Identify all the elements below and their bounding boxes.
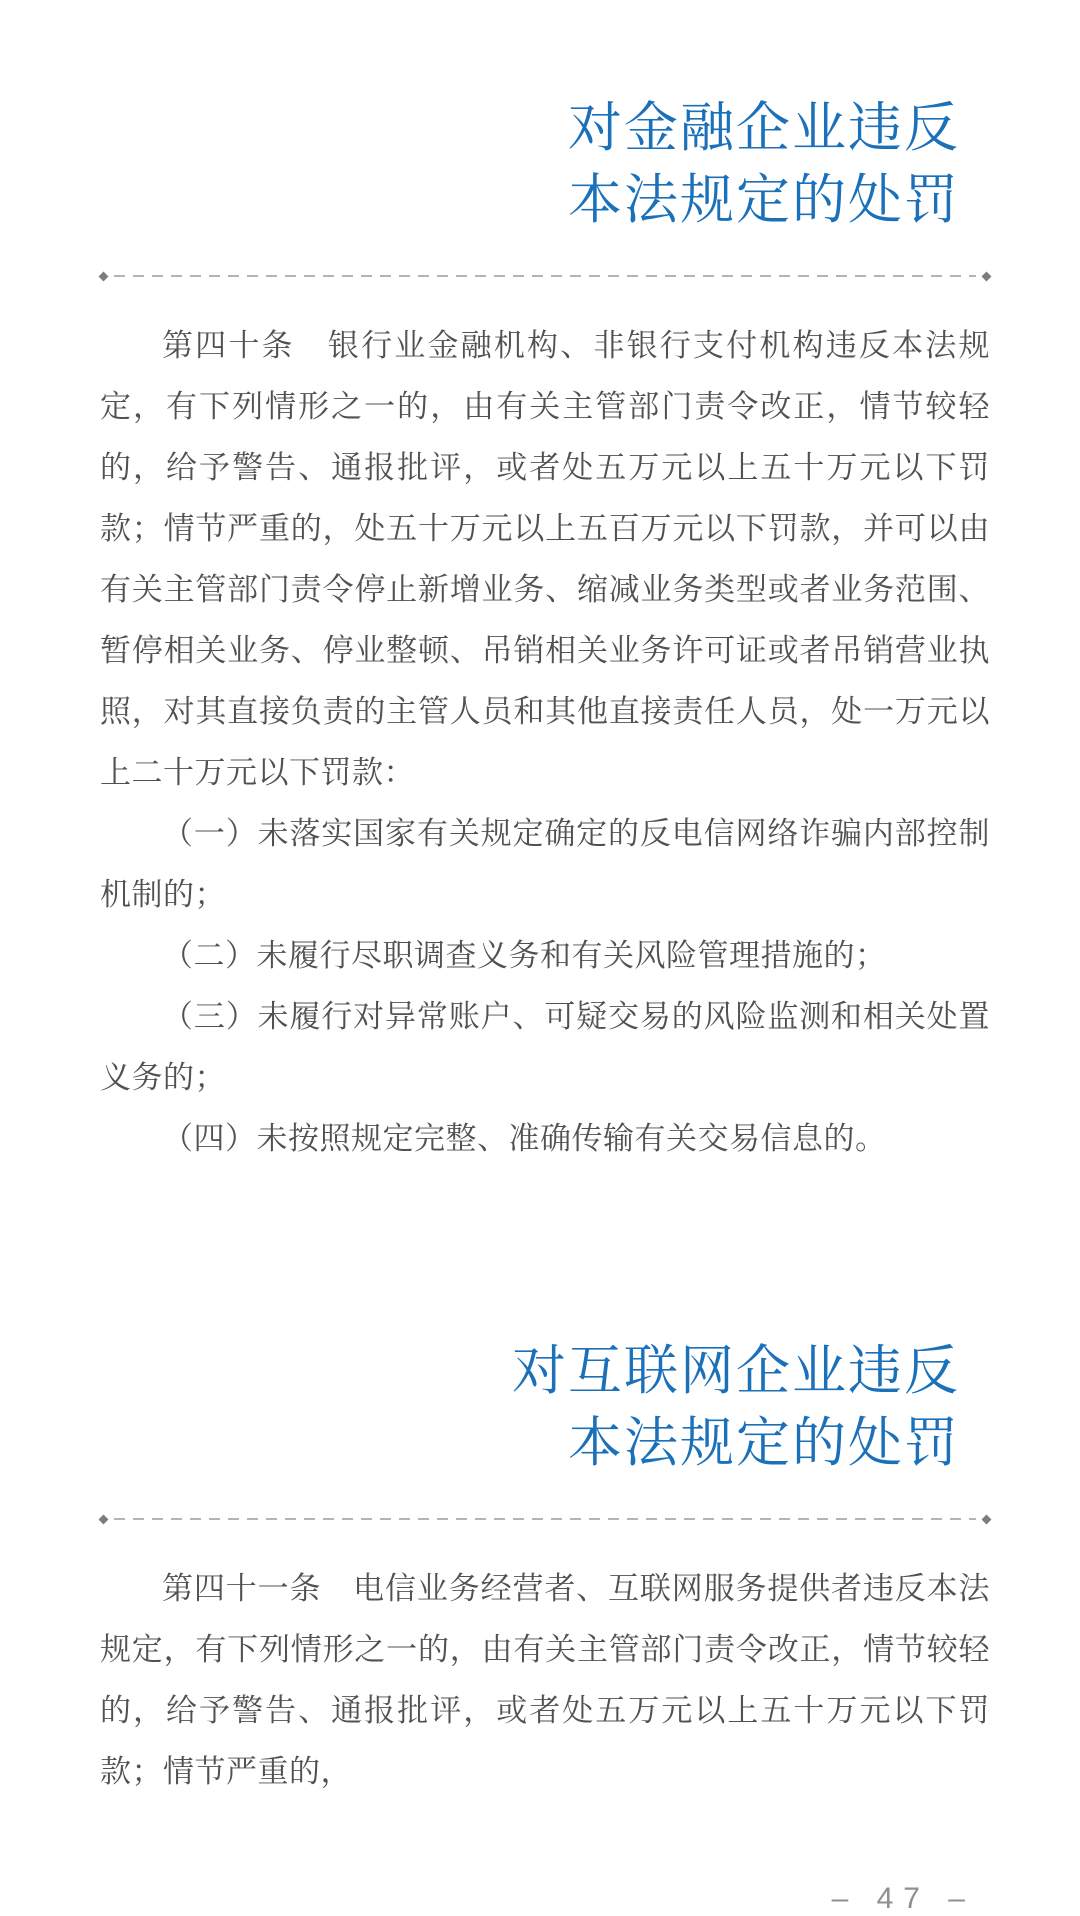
- article-41-paragraph: 第四十一条 电信业务经营者、互联网服务提供者违反本法规定，有下列情形之一的，由有关主管部门责令改正，情节较轻的，给予警告、通报批评，或者处五万元以上五十万元以下罚款；情节严重的，: [100, 1571, 990, 1789]
- article-40-item-4: （四）未按照规定完整、准确传输有关交易信息的。: [162, 1121, 887, 1156]
- article-41-body: [100, 1558, 990, 1802]
- divider-dashes: [114, 1518, 976, 1520]
- dashed-divider: [100, 270, 990, 282]
- page-footer: [100, 1882, 990, 1916]
- article-40-body: [100, 315, 990, 1169]
- divider-dot-left: [99, 1514, 109, 1524]
- article-40-paragraph: 第四十条 银行业金融机构、非银行支付机构违反本法规定，有下列情形之一的，由有关主管部门责令改正，情节较轻的，给予警告、通报批评，或者处五万元以上五十万元以下罚款；情节严重的，处五十万元以上五百万元以下罚款，并可以由有关主管部门责令停止新增业务、缩减业务类型或者业务范围、暂停相关业务、停业整顿、吊销相关业务许可证或者吊销营业执照，对其直接负责的主管人员和其他直接责任人员，处一万元以上二十万元以下罚款：: [100, 328, 990, 790]
- article-40-item-3: （三）未履行对异常账户、可疑交易的风险监测和相关处置义务的；: [100, 999, 990, 1095]
- heading-line-1: 对互联网企业违反: [512, 1341, 960, 1401]
- section-heading-internet: [100, 1335, 990, 1479]
- article-40-item-1: （一）未落实国家有关规定确定的反电信网络诈骗内部控制机制的；: [100, 816, 990, 912]
- section-finance-penalties: [100, 92, 990, 1169]
- page-number: – 47 –: [831, 1882, 975, 1915]
- section-heading-finance: [100, 92, 990, 236]
- article-40-item-2: （二）未履行尽职调查义务和有关风险管理措施的；: [162, 938, 887, 973]
- section-internet-penalties: [100, 1335, 990, 1802]
- heading-line-1: 对金融企业违反: [568, 98, 960, 158]
- heading-line-2: 本法规定的处罚: [568, 170, 960, 230]
- dashed-divider: [100, 1513, 990, 1525]
- divider-dot-right: [982, 271, 992, 281]
- heading-line-2: 本法规定的处罚: [568, 1413, 960, 1473]
- divider-dot-right: [982, 1514, 992, 1524]
- divider-dashes: [114, 275, 976, 277]
- divider-dot-left: [99, 271, 109, 281]
